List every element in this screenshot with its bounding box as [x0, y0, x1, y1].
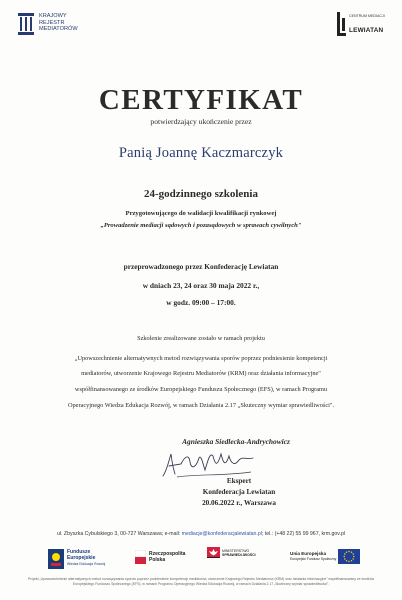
ms-logo-line2: SPRAWIEDLIWOŚCI — [222, 553, 256, 558]
fe-logo-line1: Fundusze — [67, 549, 91, 555]
krm-logo-mark-icon — [17, 12, 35, 36]
purpose-line-1: Przygotowującego do walidacji kwalifikacji rynkowej — [125, 210, 277, 217]
certificate-title: CERTYFIKAT — [98, 84, 304, 116]
lewiatan-logo-big: LEWIATAN — [349, 27, 384, 34]
purpose-line-2: „Prowadzenie mediacji sądowych i pozasądowych w sprawach cywilnych" — [100, 222, 302, 229]
ms-logo-line1: MINISTERSTWO — [222, 549, 250, 553]
ms-logo-text — [222, 549, 256, 558]
eagle-emblem-icon — [207, 547, 220, 569]
organizer-line: przeprowadzonego przez Konfederację Lewiatan — [123, 262, 279, 271]
rp-logo-text — [149, 551, 185, 563]
fe-logo-line3: Wiedza Edukacja Rozwój — [67, 562, 106, 566]
eu-flag-icon — [338, 549, 360, 564]
project-line-3: współfinansowanego ze środków Europejskiego Funduszu Społecznego (EFS), w ramach Programu — [74, 386, 328, 393]
certificate-subtitle: potwierdzający ukończenie przez — [150, 117, 252, 126]
footer-fineprint: Projekt „Upowszechnienie alternatywnych metod rozwiązywania sporów poprzez podniesienie kompetencji mediatorów, utworzenie Krajowego Rejestru Mediatorów (KRM) oraz działania informacyjne" współfinansowany ze środków Europejskiego Funduszu Społecznego (EFS), w ramach Programu Operacyjnego Wiedza Edukacja Rozwój, w ramach Działania 2.17 „Skuteczny wymiar sprawiedliwości". — [27, 577, 375, 586]
ministerstwo-sprawiedliwosci-logo — [207, 546, 277, 572]
footer-email-link[interactable]: mediacje@konfederacjalewiatan.pl — [181, 531, 262, 537]
ue-logo-line2: Europejski Fundusz Społeczny — [290, 557, 337, 561]
recipient-name: Panią Joannę Kaczmarczyk — [118, 145, 284, 161]
funding-logos — [0, 546, 402, 572]
ue-logo-line1: Unia Europejska — [290, 551, 326, 556]
signer-organization: Konfederacja Lewiatan — [202, 488, 276, 496]
lewiatan-logo-small: CENTRUM MEDIACJI — [349, 14, 385, 18]
project-line-4: Operacyjnego Wiedza Edukacja Rozwój, w ramach Działania 2.17 „Skuteczny wymiar sprawiedliwości". — [67, 402, 335, 409]
unia-europejska-logo — [290, 546, 362, 572]
hours-line: w godz. 09:00 – 17:00. — [166, 298, 236, 307]
lewiatan-logo — [336, 10, 386, 42]
lewiatan-logo-mark-icon — [336, 12, 346, 36]
fe-logo-text — [67, 550, 95, 561]
project-intro: Szkolenie zrealizowane zostało w ramach projektu — [137, 335, 265, 342]
polish-flag-icon — [135, 550, 146, 564]
project-line-1: „Upowszechnienie alternatywnych metod rozwiązywania sporów poprzez podniesienie kompetencji — [74, 355, 328, 362]
issue-date: 20.06.2022 r., Warszawa — [202, 499, 276, 507]
krm-logo-line2: REJESTR — [39, 19, 65, 26]
rzeczpospolita-polska-logo — [135, 546, 197, 572]
footer-address: ul. Zbyszka Cybulskiego 3, 00-727 Warszawa; e-mail: — [57, 531, 182, 537]
krm-logo-line1: KRAJOWY — [39, 13, 67, 19]
krm-logo-line3: MEDIATORÓW — [39, 26, 78, 33]
footer-contact — [0, 531, 402, 537]
krm-logo — [17, 10, 87, 40]
rp-logo-line2: Polska — [149, 557, 166, 563]
signer-role: Ekspert — [226, 477, 252, 485]
fundusze-europejskie-logo — [48, 546, 126, 572]
training-name: 24-godzinnego szkolenia — [144, 188, 258, 200]
project-line-2: mediatorów, utworzenie Krajowego Rejestru Mediatorów (KRM) oraz działania informacyjne" — [81, 370, 321, 377]
footer-phone: ; tel.: (+48 22) 55 99 967, krm.gov.pl — [261, 531, 345, 537]
dates-line: w dniach 23, 24 oraz 30 maja 2022 r., — [142, 281, 260, 290]
signer-name: Agnieszka Siedlecka-Andrychowicz — [182, 437, 290, 446]
fundusze-europejskie-mark-icon — [48, 549, 64, 569]
rp-logo-line1: Rzeczpospolita — [149, 551, 186, 557]
krm-logo-text — [39, 13, 78, 33]
fe-logo-line2: Europejskie — [67, 554, 96, 561]
